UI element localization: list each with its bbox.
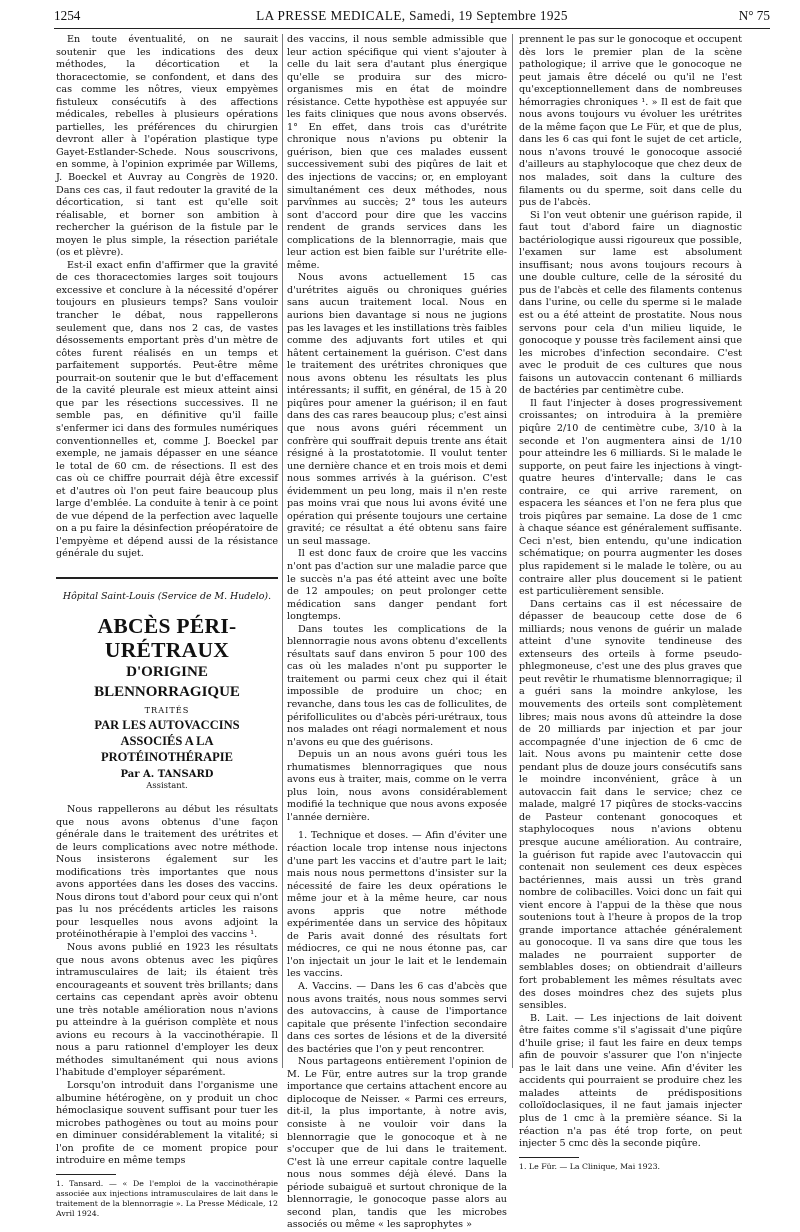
paragraph: Nous rappellerons au début les résultats que nous avons obtenus d'une façon générale dans le traitement des urétrites et de leurs complications avec notre méthode. Nous insisterons également sur les modifications très importantes que nous avons apportées dans les doses des vaccins. Nous dirons tout d'abord pour ceux qui n'ont pas lu nos précédents articles les raisons pour lesquelles nous avons adjoint la protéinothérapie à l'emploi des vaccins ¹. [56, 803, 278, 941]
paragraph: Nous partageons entièrement l'opinion de M. Le Für, entre autres sur la trop grande importance que certains attachent encore au diplocoque de Neisser. « Parmi ces erreurs, dit-il, la plus importante, à notre avis, consiste à ne vouloir voir dans la blennorragie que le gonocoque et à ne s'occuper que de lui dans le traitement. C'est là une erreur capitale contre laquelle nous nous sommes déjà élevé. Dans la période subaiguë et surtout chronique de la blennorragie, le gonocoque passe alors au second plan, tandis que les microbes associés ou même « les saprophytes » [287, 1056, 507, 1231]
footnote: 1. Tansard. — « De l'emploi de la vaccinothérapie associée aux injections intramusculaires de lait dans le traitement de la blennorragie ». La Presse Médicale, 12 Avril 1924. [56, 1178, 278, 1218]
column-rule [512, 34, 513, 1068]
paragraph: prennent le pas sur le gonocoque et occupent dès lors le premier plan de la scène pathologique; il arrive que le gonocoque ne peut jamais être décelé ou qu'il ne l'est qu'exceptionnellement dans de nombreuses hémorragies chroniques ¹. » Il est de fait que nous avons toujours vu évoluer les urétrites de la même façon que Le Für, et que de plus, dans les 6 cas qui font le sujet de cet article, nous n'avons trouvé le gonocoque associé d'ailleurs au staphylocoque que chez deux de nos malades, soit dans la culture des filaments ou du sperme, soit dans celle du pus de l'abcès. [519, 34, 742, 209]
paragraph: Dans certains cas il est nécessaire de dépasser de beaucoup cette dose de 6 milliards; nous venons de guérir un malade atteint d'une synovite tendineuse des extenseurs des orteils à forme pseudo-phlegmoneuse, c'est une des plus graves que peut revêtir le rhumatisme blennorragique; il a guéri sans la moindre ankylose, les mouvements des orteils sont complètement libres; mais nous avons dû atteindre la dose de 20 milliards par injection et par jour accompagnée d'une injection de 6 cmc de lait. Nous avons pu maintenir cette dose pendant plus de douze jours consécutifs sans le moindre inconvénient, grâce à un autovaccin fait dans le service; chez ce malade, malgré 17 piqûres de stocks-vaccins de Pasteur contenant gonocoques et staphylocoques nous n'avions obtenu presque aucune amélioration. Au contraire, la guérison fut rapide avec l'autovaccin qui contenait non seulement ces deux espèces bactériennes, mais aussi un très grand nombre de colibacilles. Voici donc un fait qui vient encore à l'appui de la thèse que nous soutenions tout à l'heure à propos de la trop grande importance attachée généralement au gonocoque. Il va sans dire que tous les malades ne pourraient supporter de semblables doses; on obtiendrait d'ailleurs fort probablement les mêmes résultats avec des doses moindres chez des sujets plus sensibles. [519, 598, 742, 1012]
article-title-line: ASSOCIÉS A LA PROTÉINOTHÉRAPIE [101, 733, 233, 764]
paragraph: Est-il exact enfin d'affirmer que la gravité de ces thoracectomies larges soit toujours excessive et conclure à la nécessité d'opérer toujours en plusieurs temps? Sans vouloir trancher le débat, nous rappellerons seulement que, dans nos 2 cas, de vastes désossements emportant près d'un mètre de côtes furent réalisés en un temps et parfaitement supportés. Peut-être même pourrait-on soutenir que le but d'effacement de la cavité pleurale est mieux atteint ainsi que par les résections successives. Il ne semble pas, en définitive qu'il faille s'enfermer ici dans des formules numériques conventionnelles et, comme J. Boeckel par exemple, ne jamais dépasser en une séance le total de 60 cm. de résections. Il est des cas où ce chiffre pourrait déjà être excessif et d'autres où l'on peut faire beaucoup plus large d'emblée. La conduite à tenir à ce point de vue dépend de la perfection avec laquelle on a pu faire la désinfection préopératoire de l'empyème et dépend aussi de la résistance générale du sujet. [56, 259, 278, 560]
footnote: 1. Le Für. — La Clinique, Mai 1923. [519, 1161, 661, 1171]
paragraph: En toute éventualité, on ne saurait soutenir que les indications des deux méthodes, la décortication et la thoracectomie, se confondent, et dans des cas comme les nôtres, vieux empyèmes fistuleux consécutifs à des affections médicales, rebelles à plusieurs opérations partielles, les préférences du chirurgien devront aller à l'opération plastique type Gayet-Estlander-Schede. Nous souscrivons, en somme, à l'opinion exprimée par Willems, J. Boeckel et Auvray au Congrès de 1920. Dans ces cas, il faut redouter la gravité de la décortication, si tant est qu'elle soit réalisable, et borner son ambition à rechercher la guérison de la fistule par le moyen le plus simple, la résection pariétale (os et plèvre). [56, 34, 278, 259]
paragraph: Il faut l'injecter à doses progressivement croissantes; on introduira à la première piqûre 2/10 de centimètre cube, 3/10 à la seconde et l'on augmentera ainsi de 1/10 pour atteindre les 6 milliards. Si le malade le supporte, on peut faire les injections à vingt-quatre heures d'intervalle; dans le cas contraire, ce qui arrive rarement, on espacera les séances et l'on ne fera plus que trois piqûres par semaine. La dose de 1 cmc à chaque séance est généralement suffisante. Ceci n'est, bien entendu, qu'une indication schématique; on pourra augmenter les doses plus rapidement si le malade le tolère, ou au contraire aller plus doucement si le patient est particulièrement sensible. [519, 397, 742, 598]
article-title-line: PAR LES AUTOVACCINS [94, 717, 240, 732]
footnote-rule [56, 1174, 116, 1175]
journal-title: LA PRESSE MEDICALE, Samedi, 19 Septembre 1925 [256, 8, 568, 23]
article-subtitle: D'ORIGINE BLENNORRAGIQUE [94, 663, 240, 700]
running-header [54, 6, 770, 29]
author-name: Par A. TANSARD [120, 768, 214, 780]
paragraph: des vaccins, il nous semble admissible que leur action spécifique qui vient s'ajouter à celle du lait sera d'autant plus énergique qu'elle se produira sur des micro-organismes mis en état de moindre résistance. Cette hypothèse est appuyée sur les faits cliniques que nous avons observés. 1° En effet, dans trois cas d'urétrite chronique nous n'avions pu obtenir la guérison, bien que ces malades eussent successivement subi des piqûres de lait et des injections de vaccins; or, en employant simultanément ces deux méthodes, nous parvînmes au succès; 2° tous les auteurs sont d'accord pour dire que les vaccins rendent de grands services dans les complications de la blennorragie, mais que leur action est bien faible sur l'urétrite elle-même. [287, 34, 507, 271]
column-rule [282, 34, 283, 1068]
hospital-line: Hôpital Saint-Louis (Service de M. Hudelo). [62, 590, 272, 602]
paragraph: B. Lait. — Les injections de lait doivent être faites comme s'il s'agissait d'une piqûre d'huile grise; il faut les faire en deux temps afin de pouvoir s'assurer que l'on n'injecte pas le lait dans une veine. Afin d'éviter les accidents qui pourraient se produire chez les malades atteints de prédispositions colloïdoclasiques, il ne faut jamais injecter plus de 1 cmc à la première séance. Si la réaction n'a pas été trop forte, on peut injecter 5 cmc dès la seconde piqûre. [519, 1012, 742, 1150]
article-title-connector: TRAITÉS [144, 704, 190, 715]
page-number: 1254 [54, 8, 81, 23]
column-1 [56, 34, 278, 1218]
paragraph: Nous avons actuellement 15 cas d'urétrites aiguës ou chroniques guéries sans aucun traitement local. Nous en aurions bien davantage si nous ne jugions pas les lavages et les instillations très faibles comme des adjuvants fort utiles et qui hâtent certainement la guérison. C'est dans le traitement des urétrites chroniques que nous avons obtenu les résultats les plus intéressants; il suffit, en général, de 15 à 20 piqûres pour amener la guérison; il en faut dans des cas rares beaucoup plus; c'est ainsi que nous avons guéri récemment un confrère qui souffrait depuis trente ans était résigné à la prostatotomie. Il voulut tenter une dernière chance et en trois mois et demi nous sommes arrivés à la guérison. C'est évidemment un peu long, mais il n'en reste pas moins vrai que nous lui avons évité une opération qui présente toujours une certaine gravité; ce résultat a été obtenu sans faire un seul massage. [287, 272, 507, 547]
paragraph: Lorsqu'on introduit dans l'organisme une albumine hétérogène, on y produit un choc hémoclasique souvent suffisant pour tuer les microbes pathogènes ou tout au moins pour en diminuer considérablement la vitalité; si l'on profite de ce moment propice pour introduire en même temps [56, 1080, 278, 1167]
paragraph: Depuis un an nous avons guéri tous les rhumatismes blennorragiques que nous avons eus à traiter, mais, comme on le verra plus loin, nous avons considérablement modifié la technique que nous avons exposée l'année dernière. [287, 749, 507, 823]
column-2 [287, 34, 507, 1231]
paragraph: Nous avons publié en 1923 les résultats que nous avons obtenus avec les piqûres intramusculaires de lait; ils étaient très encourageants et souvent très brillants; dans certains cas cependant après avoir obtenu une très notable amélioration nous n'avions pu atteindre à la guérison complète et nous avions eu recours à la vaccinothérapie. Il nous a paru rationnel d'employer les deux méthodes simultanément qui nous avions l'habitude d'employer séparément. [56, 941, 278, 1079]
paragraph: A. Vaccins. — Dans les 6 cas d'abcès que nous avons traités, nous nous sommes servi des autovaccins, à cause de l'importance capitale que présente l'infection secondaire dans ces sortes de lésions et de la diversité des bactéries que l'on y peut rencontrer. [287, 981, 507, 1055]
author-role: Assistant. [146, 779, 188, 790]
footnote-rule [519, 1157, 579, 1158]
section-paragraph: 1. Technique et doses. — Afin d'éviter une réaction locale trop intense nous injectons d'une part les vaccins et d'autre part le lait; mais nous nous permettons d'insister sur la nécessité de faire les deux opérations le même jour et à la même heure, car nous avons appris que notre méthode expérimentée dans un service des hôpitaux de Paris avait donné des résultats fort médiocres, ce qui ne nous étonne pas, car l'on injectait un jour le lait et le lendemain les vaccins. [287, 830, 507, 980]
paragraph: Il est donc faux de croire que les vaccins n'ont pas d'action sur une maladie parce que le succès n'a pas été atteint avec une boîte de 12 ampoules; on peut prolonger cette médication sans danger pendant fort longtemps. [287, 548, 507, 623]
issue-number: N° 75 [738, 8, 770, 23]
paragraph: Si l'on veut obtenir une guérison rapide, il faut tout d'abord faire un diagnostic bactériologique aussi rigoureux que possible, l'examen sur lame est absolument insuffisant; nous avons toujours recours à une double culture, celle de la sérosité du pus de l'abcès et celle des filaments contenus dans l'urine, ou celle du sperme si le malade est ou a été atteint de prostatite. Nous nous servons pour cela d'un milieu liquide, le gonocoque y pousse très facilement ainsi que les microbes d'infection secondaire. C'est avec le produit de ces cultures que nous faisons un autovaccin contenant 6 milliards de bactéries par centimètre cube. [519, 209, 742, 397]
section-divider [56, 577, 278, 579]
paragraph: Dans toutes les complications de la blennorragie nous avons obtenu d'excellents résultats sauf dans environ 5 pour 100 des cas où les malades n'ont pu supporter le traitement ou parmi ceux chez qui il était impossible de produire un choc; en revanche, dans tous les cas de folliculites, de périfolliculites ou d'abcès péri-urétraux, tous nos malades ont réagi normalement et nous n'avons eu que des guérisons. [287, 623, 507, 748]
article-title: ABCÈS PÉRI-URÉTRAUX [97, 613, 237, 662]
column-3 [519, 34, 742, 1171]
